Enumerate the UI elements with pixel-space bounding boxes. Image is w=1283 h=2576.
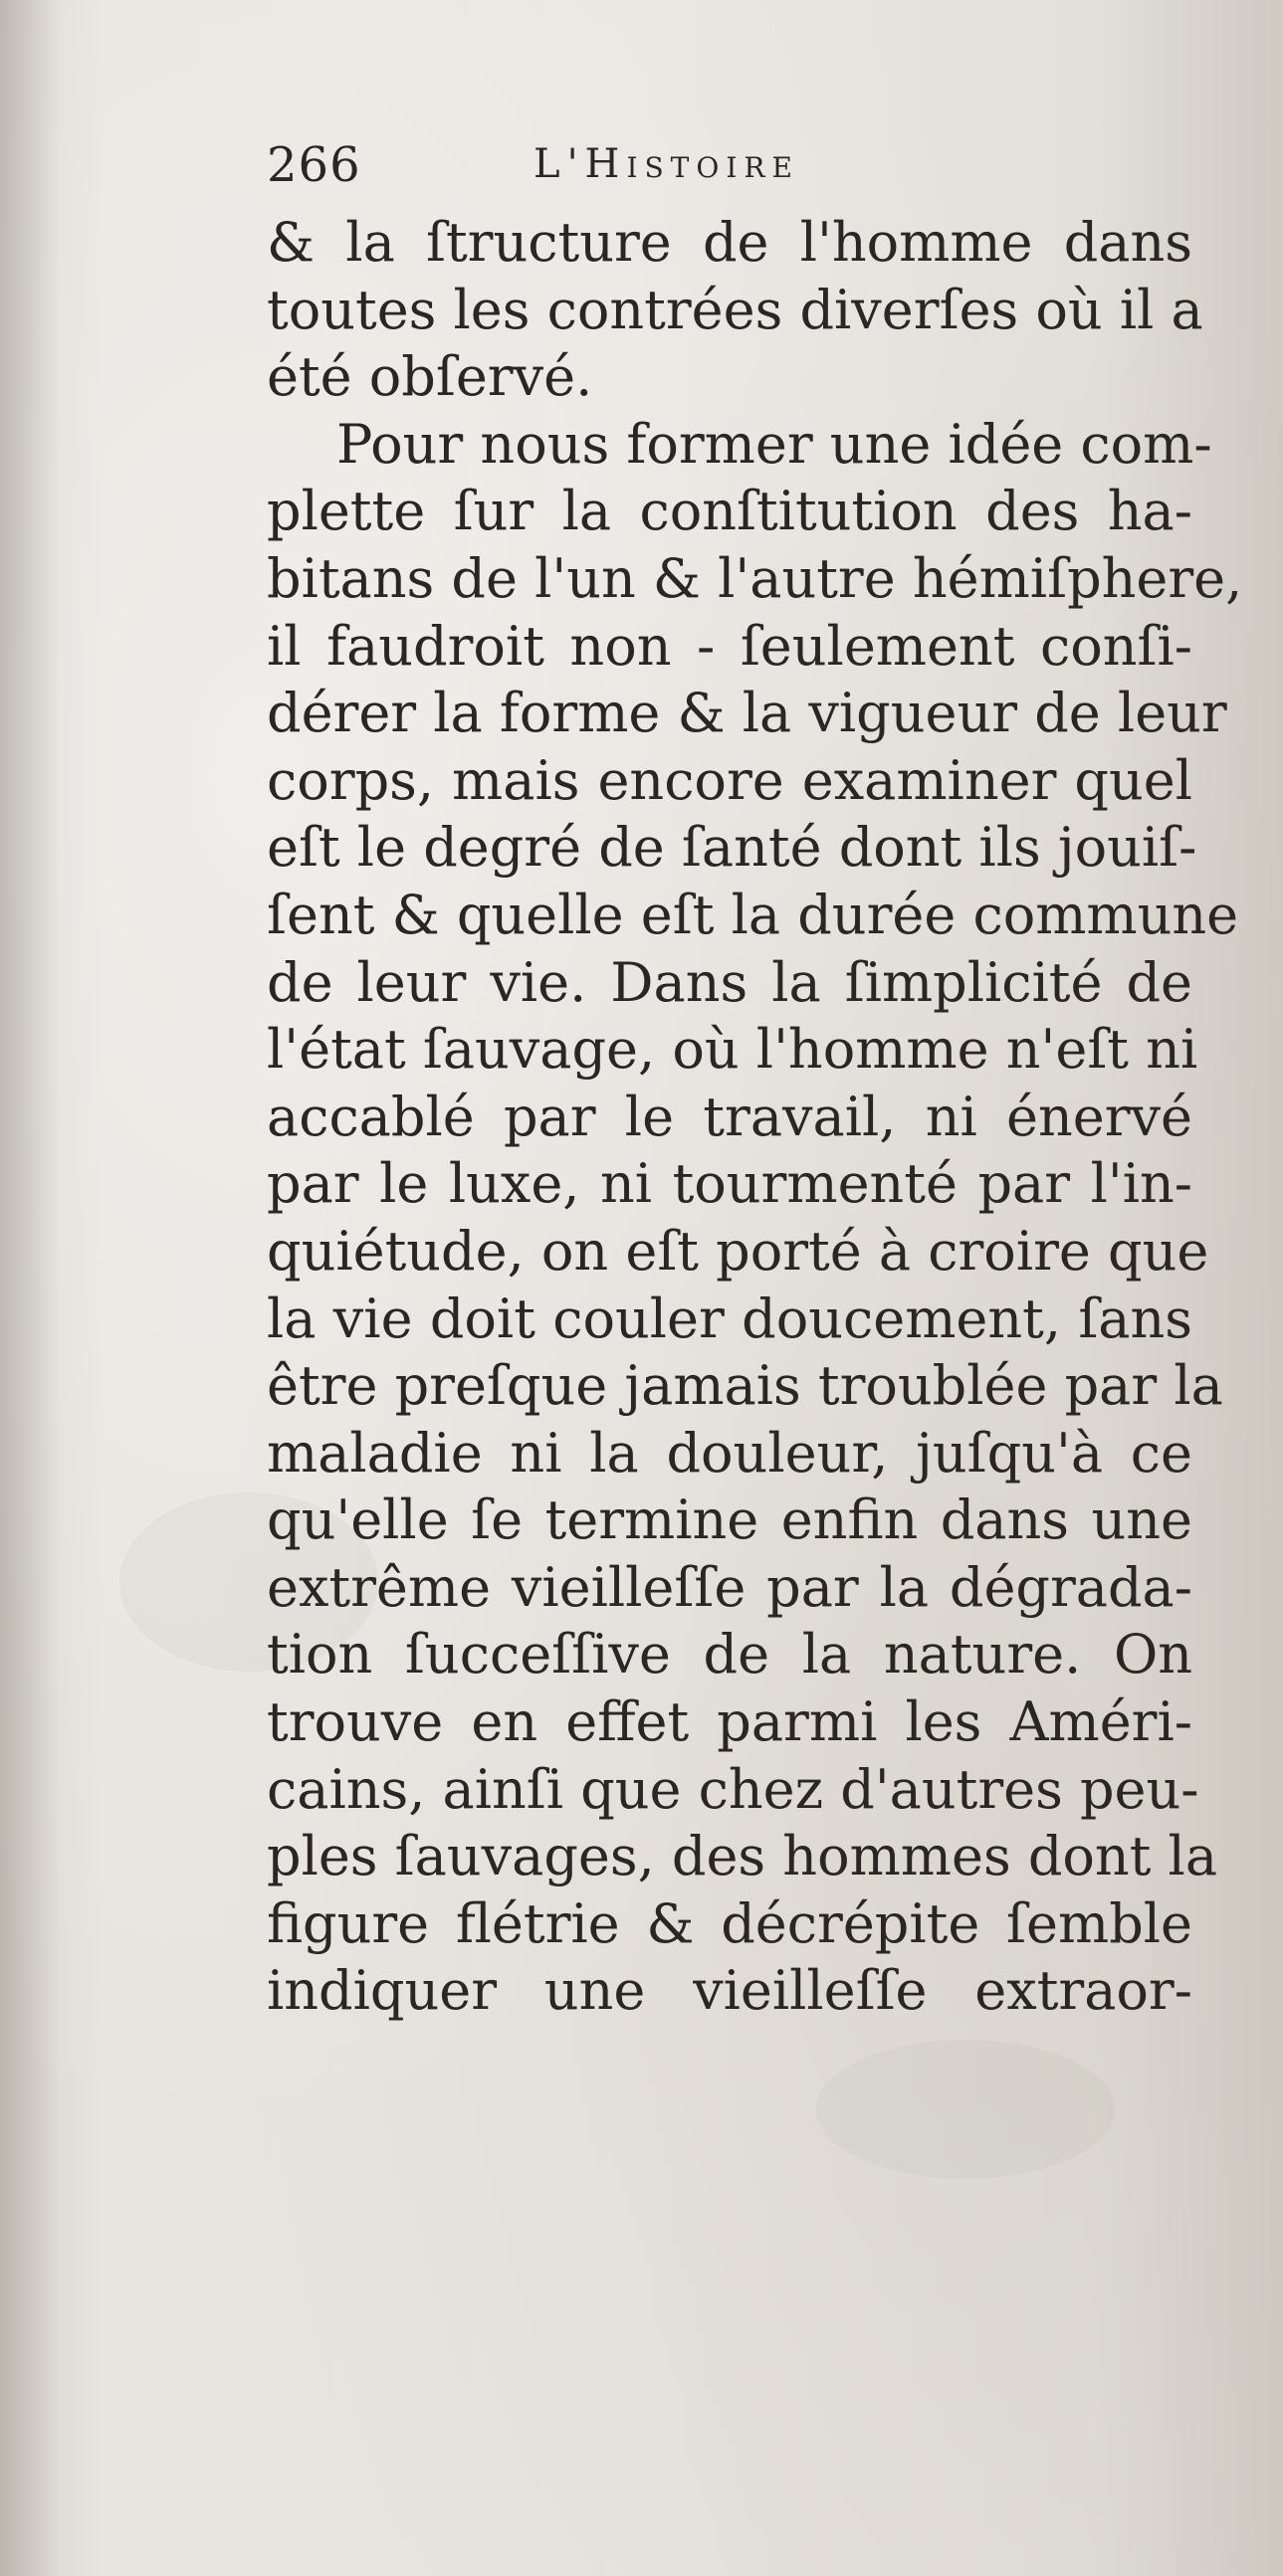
text-line: tion ſucceſſive de la nature. On	[267, 1623, 1192, 1686]
text-line: plette ſur la conſtitution des ha-	[267, 480, 1192, 543]
text-line: toutes les contrées diverſes où il a	[267, 278, 1203, 341]
text-line: cains, ainſi que chez d'autres peu-	[267, 1757, 1199, 1821]
text-line: par le luxe, ni tourmenté par l'in-	[267, 1152, 1192, 1216]
text-line: maladie ni la douleur, juſqu'à ce	[267, 1421, 1192, 1485]
text-line: l'état ſauvage, où l'homme n'eſt ni	[267, 1018, 1198, 1082]
binding-shadow	[0, 0, 60, 2576]
text-line: corps, mais encore examiner quel	[267, 748, 1192, 812]
text-line: figure flétrie & décrépite ſemble	[267, 1891, 1192, 1955]
paper-stain	[816, 2040, 1115, 2179]
text-line: indiquer une vieilleſſe extraor-	[267, 1959, 1192, 2023]
text-line: été obſervé.	[267, 345, 593, 409]
text-line: trouve en effet parmi les Améri-	[267, 1690, 1192, 1754]
text-line: quiétude, on eſt porté à croire que	[267, 1219, 1209, 1283]
text-line: ples ſauvages, des hommes dont la	[267, 1825, 1218, 1888]
text-line: ſent & quelle eſt la durée commune	[267, 883, 1239, 946]
body-text	[267, 209, 1243, 2025]
text-line: accablé par le travail, ni énervé	[267, 1085, 1192, 1148]
text-line: extrême vieilleſſe par la dégrada-	[267, 1555, 1192, 1619]
text-line: être preſque jamais troublée par la	[267, 1354, 1223, 1418]
text-line: il faudroit non - ſeulement conſi-	[267, 614, 1192, 678]
page-number: 266	[267, 137, 361, 193]
text-line: & la ſtructure de l'homme dans	[267, 211, 1192, 274]
text-line: la vie doit couler doucement, ſans	[267, 1287, 1192, 1350]
running-title: L'Histoire	[534, 141, 799, 187]
text-line: Pour nous former une idée com-	[336, 412, 1212, 476]
text-line: qu'elle ſe termine enfin dans une	[267, 1488, 1192, 1552]
text-line: de leur vie. Dans la ſimplicité de	[267, 950, 1192, 1014]
page-header	[267, 137, 963, 197]
text-line: eſt le degré de ſanté dont ils jouiſ-	[267, 816, 1197, 880]
text-line: dérer la forme & la vigueur de leur	[267, 682, 1227, 745]
text-line: bitans de l'un & l'autre hémiſphere,	[267, 546, 1243, 610]
